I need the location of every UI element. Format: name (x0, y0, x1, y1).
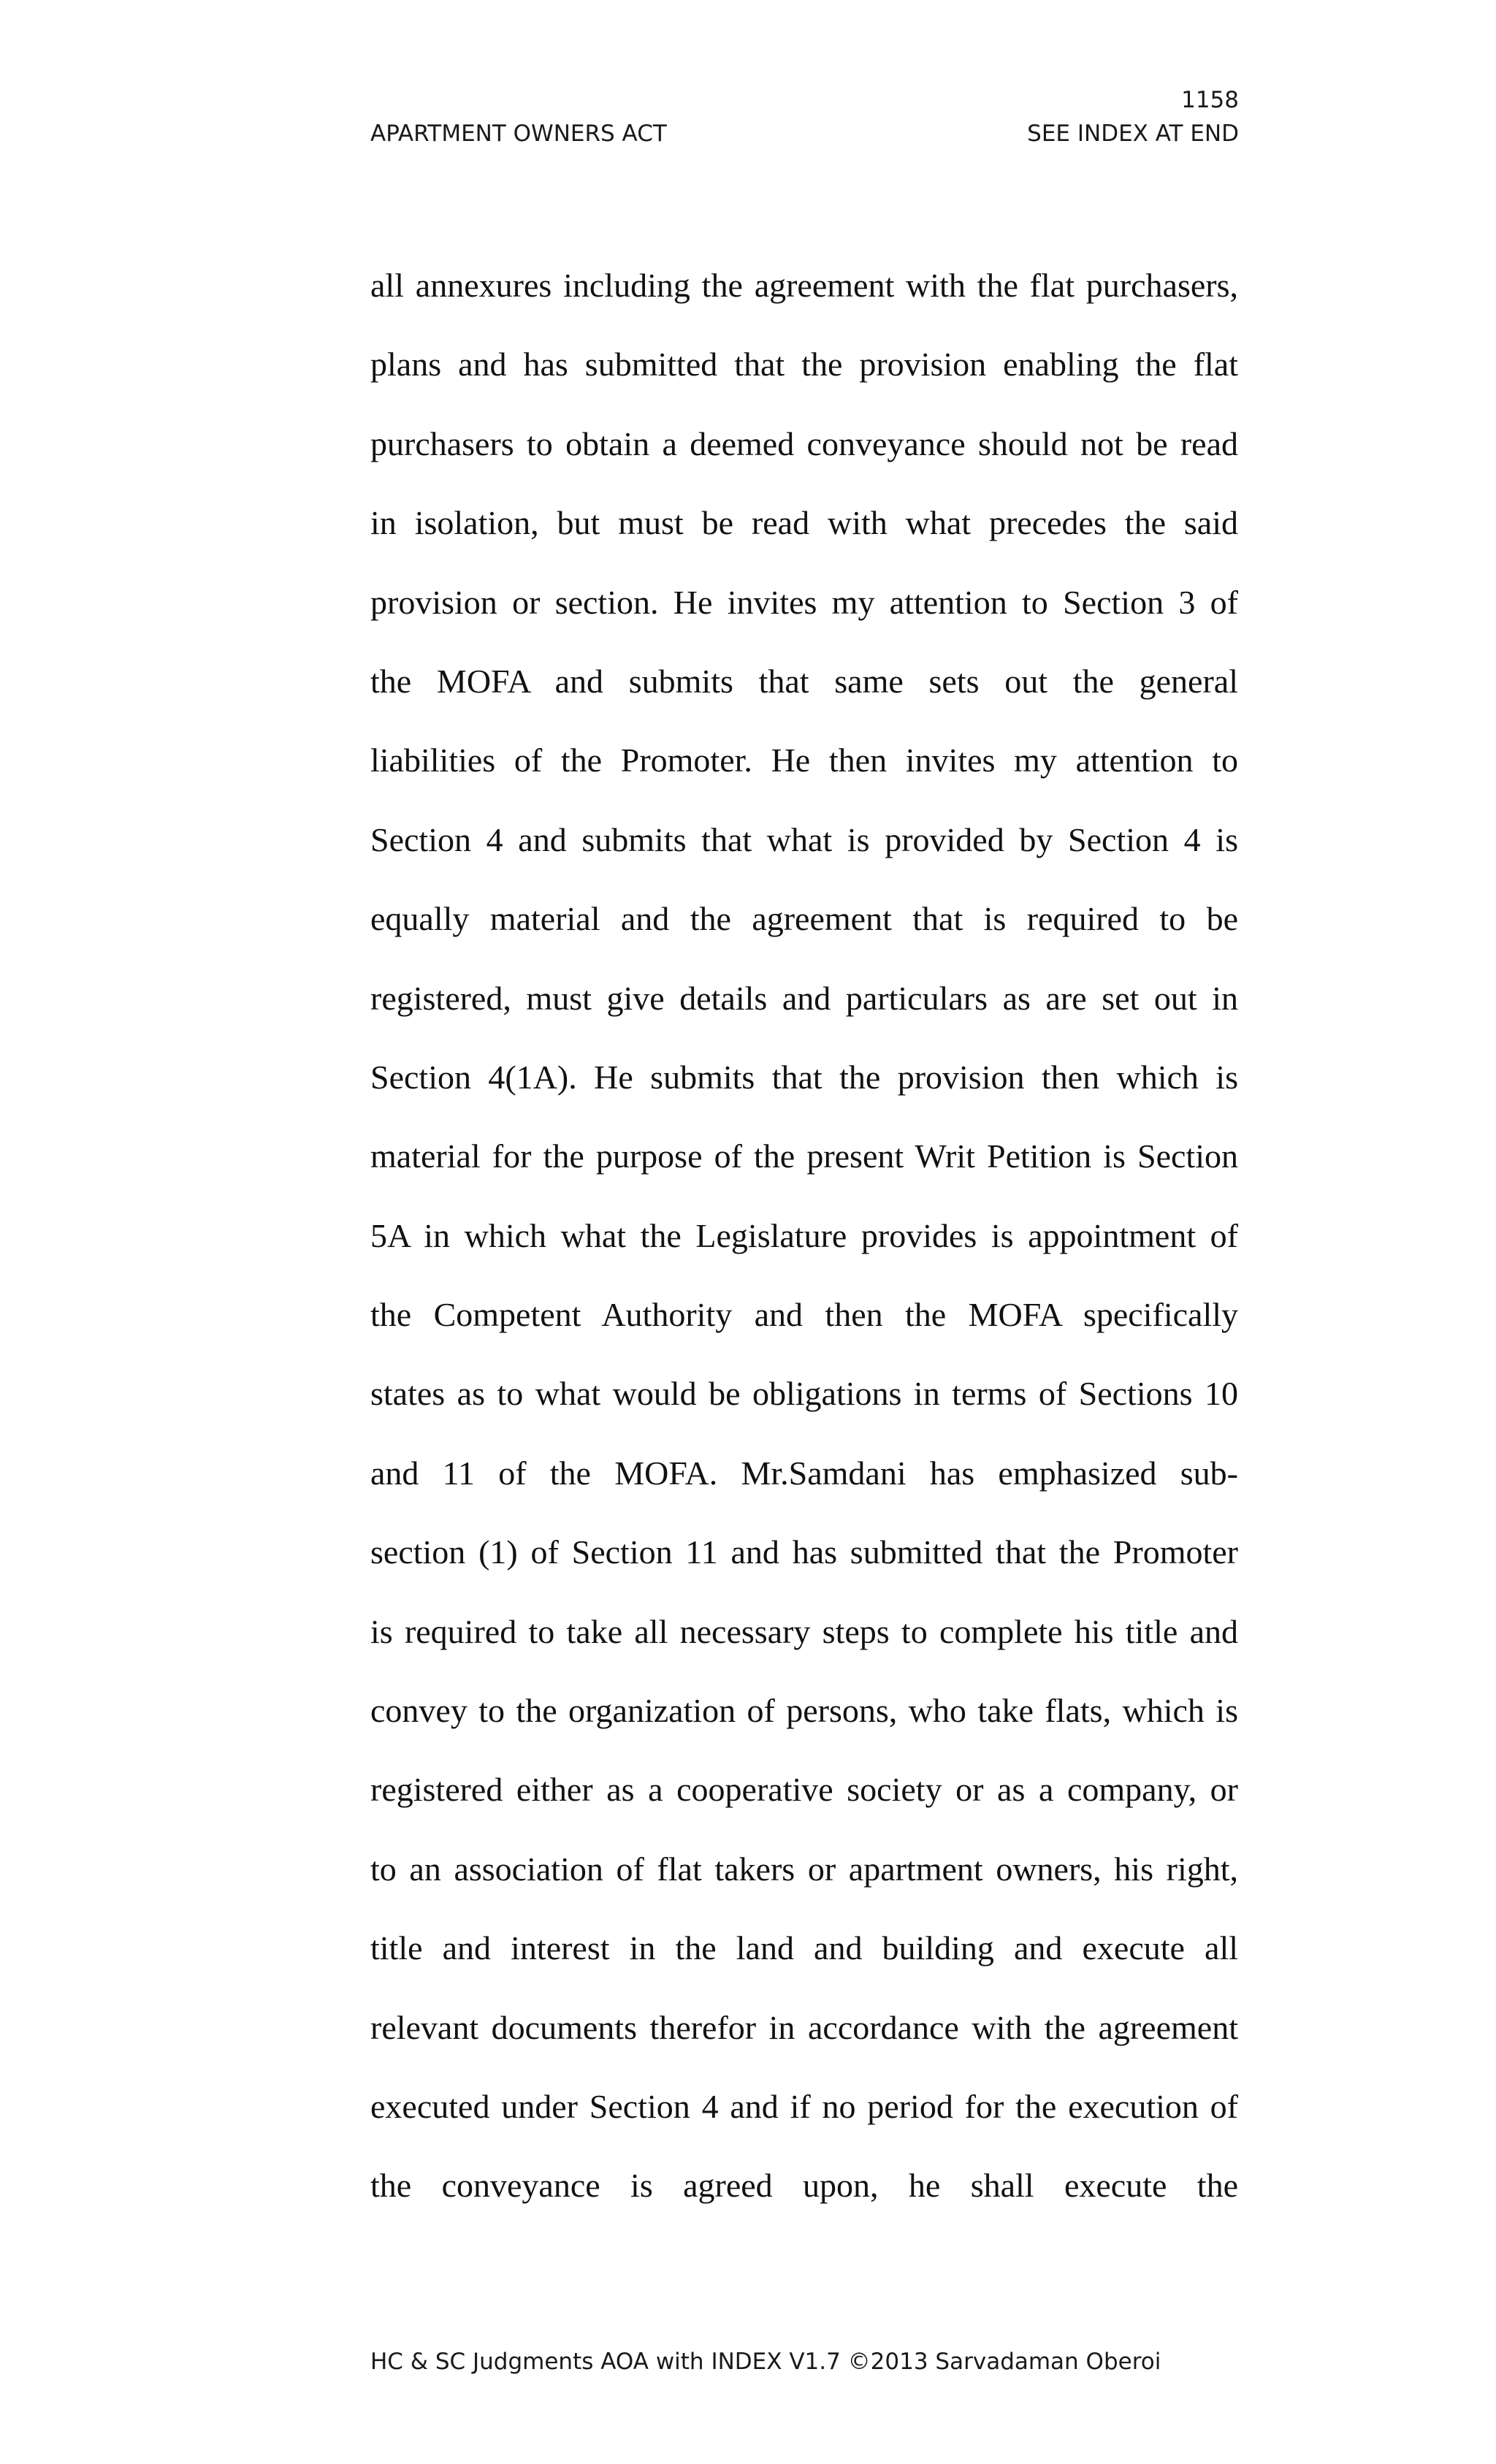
text-line: provision or section. He invites my attention to Section 3 of (370, 583, 1238, 621)
page-number: 1158 (1181, 87, 1239, 113)
text-line: material for the purpose of the present Writ Petition is Section (370, 1137, 1238, 1175)
text-line: relevant documents therefor in accordance with the agreement (370, 2008, 1238, 2046)
text-line: registered either as a cooperative society or as a company, or (370, 1771, 1238, 1809)
text-line: the MOFA and submits that same sets out the general (370, 662, 1238, 700)
text-line: equally material and the agreement that is required to be (370, 900, 1238, 938)
text-line: Section 4(1A). He submits that the provision then which is (370, 1058, 1238, 1096)
text-line: executed under Section 4 and if no period for the execution of (370, 2087, 1238, 2125)
text-line: convey to the organization of persons, who take flats, which is (370, 1692, 1238, 1730)
judgment-body-text (370, 260, 1238, 2240)
text-line: the conveyance is agreed upon, he shall execute the (370, 2167, 1238, 2205)
text-line: plans and has submitted that the provision enabling the flat (370, 346, 1238, 384)
text-line: section (1) of Section 11 and has submitted that the Promoter (370, 1533, 1238, 1571)
text-line: to an association of flat takers or apartment owners, his right, (370, 1850, 1238, 1888)
running-header-index-note: SEE INDEX AT END (1027, 121, 1239, 147)
text-line: 5A in which what the Legislature provides is appointment of (370, 1216, 1238, 1254)
text-line: title and interest in the land and building and execute all (370, 1929, 1238, 1967)
text-line: is required to take all necessary steps to complete his title and (370, 1612, 1238, 1650)
text-line: liabilities of the Promoter. He then invites my attention to (370, 741, 1238, 779)
running-header-title: APARTMENT OWNERS ACT (370, 121, 667, 147)
text-line: states as to what would be obligations in terms of Sections 10 (370, 1375, 1238, 1413)
text-line: purchasers to obtain a deemed conveyance should not be read (370, 424, 1238, 462)
text-line: Section 4 and submits that what is provided by Section 4 is (370, 820, 1238, 858)
footer-copyright: HC & SC Judgments AOA with INDEX V1.7 ©2013 Sarvadaman Oberoi (370, 2349, 1161, 2375)
text-line: registered, must give details and particulars as are set out in (370, 979, 1238, 1017)
text-line: in isolation, but must be read with what precedes the said (370, 504, 1238, 542)
text-line: and 11 of the MOFA. Mr.Samdani has emphasized sub- (370, 1454, 1238, 1492)
text-line: all annexures including the agreement with the flat purchasers, (370, 267, 1238, 304)
text-line: the Competent Authority and then the MOFA specifically (370, 1296, 1238, 1334)
